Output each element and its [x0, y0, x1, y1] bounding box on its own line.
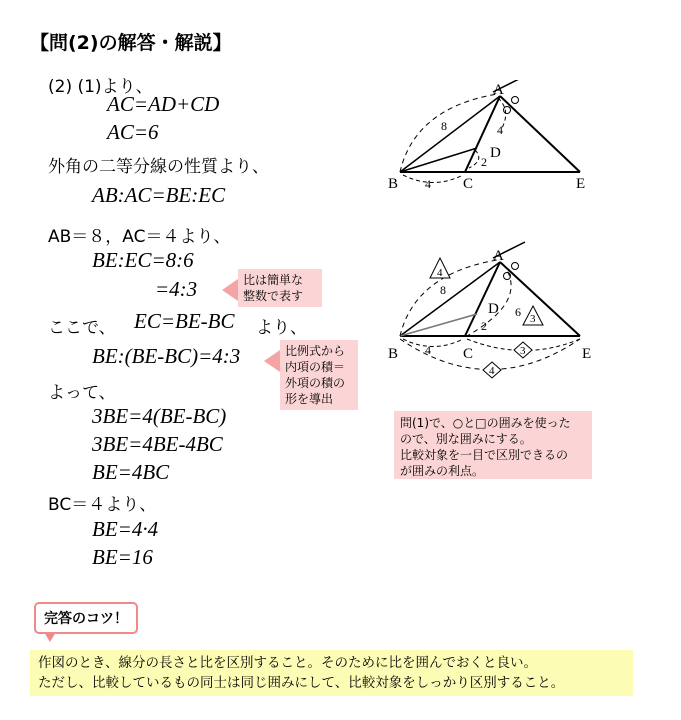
equation-proportion: BE:(BE-BC)=4:3 — [92, 344, 241, 368]
figure1-label-d: D — [490, 145, 501, 161]
equation-be-ec: BE:EC=8:6 — [92, 248, 194, 272]
equation-be-result: BE=16 — [92, 545, 153, 569]
step-line-6: BC＝４より、 — [48, 495, 157, 515]
step-line-4b: より、 — [256, 318, 307, 338]
figure1-label-c: C — [463, 176, 474, 192]
figure1-label-b: B — [388, 176, 399, 192]
figure2-label-e: E — [582, 346, 592, 362]
step-line-4a: ここで、 — [48, 318, 116, 338]
step-line-3: AB＝８，AC＝４より、 — [48, 227, 231, 247]
equation-step-2: 3BE=4BE-4BC — [92, 432, 223, 456]
figure1-length-ab: 8 — [441, 119, 447, 133]
equation-ec: EC=BE-BC — [134, 309, 235, 333]
note-simplify-line-2: 整数で表す — [243, 289, 304, 303]
step-line-1: (2) (1)より、 — [48, 77, 153, 97]
figure2-ratio-ab: 4 — [437, 267, 443, 279]
tip-line-1: 作図のとき、線分の長さと比を区別すること。そのために比を囲んでおくと良い。 — [38, 655, 537, 671]
note-proportion-line-1: 比例式から — [285, 344, 346, 358]
step-line-5: よって、 — [48, 383, 116, 403]
figure2-length-bc: 4 — [425, 343, 431, 357]
page-title: 【問(2)の解答・解説】 — [30, 32, 232, 54]
figure2-label-d: D — [488, 301, 499, 317]
equation-step-1: 3BE=4(BE-BC) — [92, 404, 227, 428]
tip-label: 完答のコツ！ — [34, 602, 138, 634]
note-simplify — [238, 269, 322, 307]
equation-ac-value: AC=6 — [107, 120, 159, 144]
note-proportion-line-4: 形を導出 — [285, 392, 334, 406]
note-proportion — [280, 340, 358, 410]
note-arrow-icon — [264, 350, 280, 372]
note-proportion-line-3: 外項の積の — [285, 376, 346, 390]
equation-be-product: BE=4·4 — [92, 517, 159, 541]
figure2-length-ac: 6 — [515, 305, 521, 319]
figure2-label-b: B — [388, 346, 399, 362]
tip-box — [30, 650, 633, 696]
side-note-line-3: 比較対象を一目で区別できるの — [400, 448, 569, 462]
figure1-length-ad: 4 — [497, 123, 503, 137]
note-enclosure-explanation — [394, 411, 592, 479]
side-note-line-2: ので、別な囲みにする。 — [400, 432, 532, 446]
figure2-length-ab: 8 — [440, 283, 446, 297]
figure2-length-dc: 2 — [481, 319, 487, 333]
triangle-figure-1 — [385, 80, 615, 205]
figure1-label-a: A — [493, 82, 504, 98]
figure2-label-a: A — [493, 248, 504, 264]
figure2-ratio-ac: 3 — [530, 313, 536, 325]
figure1-label-e: E — [576, 176, 586, 192]
triangle-figure-2 — [385, 240, 615, 388]
tip-tail-icon — [44, 632, 56, 642]
note-proportion-line-2: 内項の積＝ — [285, 360, 346, 374]
note-arrow-icon — [222, 279, 238, 301]
figure2-ratio-ce: 3 — [520, 345, 526, 357]
step-line-2: 外角の二等分線の性質より、 — [48, 157, 269, 177]
equation-ac-sum: AC=AD+CD — [107, 92, 220, 116]
equation-bisector-ratio: AB:AC=BE:EC — [92, 183, 226, 207]
side-note-line-1: 問(1)で、○と□の囲みを使った — [400, 416, 571, 430]
equation-step-3: BE=4BC — [92, 460, 170, 484]
side-note-line-4: が囲みの利点。 — [400, 464, 485, 478]
equation-simplified-ratio: =4:3 — [155, 277, 198, 301]
figure1-length-dc: 2 — [481, 155, 487, 169]
figure2-ratio-be: 4 — [489, 365, 495, 377]
note-simplify-line-1: 比は簡単な — [243, 273, 304, 287]
figure2-label-c: C — [463, 346, 474, 362]
figure1-length-bc: 4 — [425, 177, 431, 191]
tip-line-2: ただし、比較しているもの同士は同じ囲みにして、比較対象をしっかり区別すること。 — [38, 675, 565, 691]
